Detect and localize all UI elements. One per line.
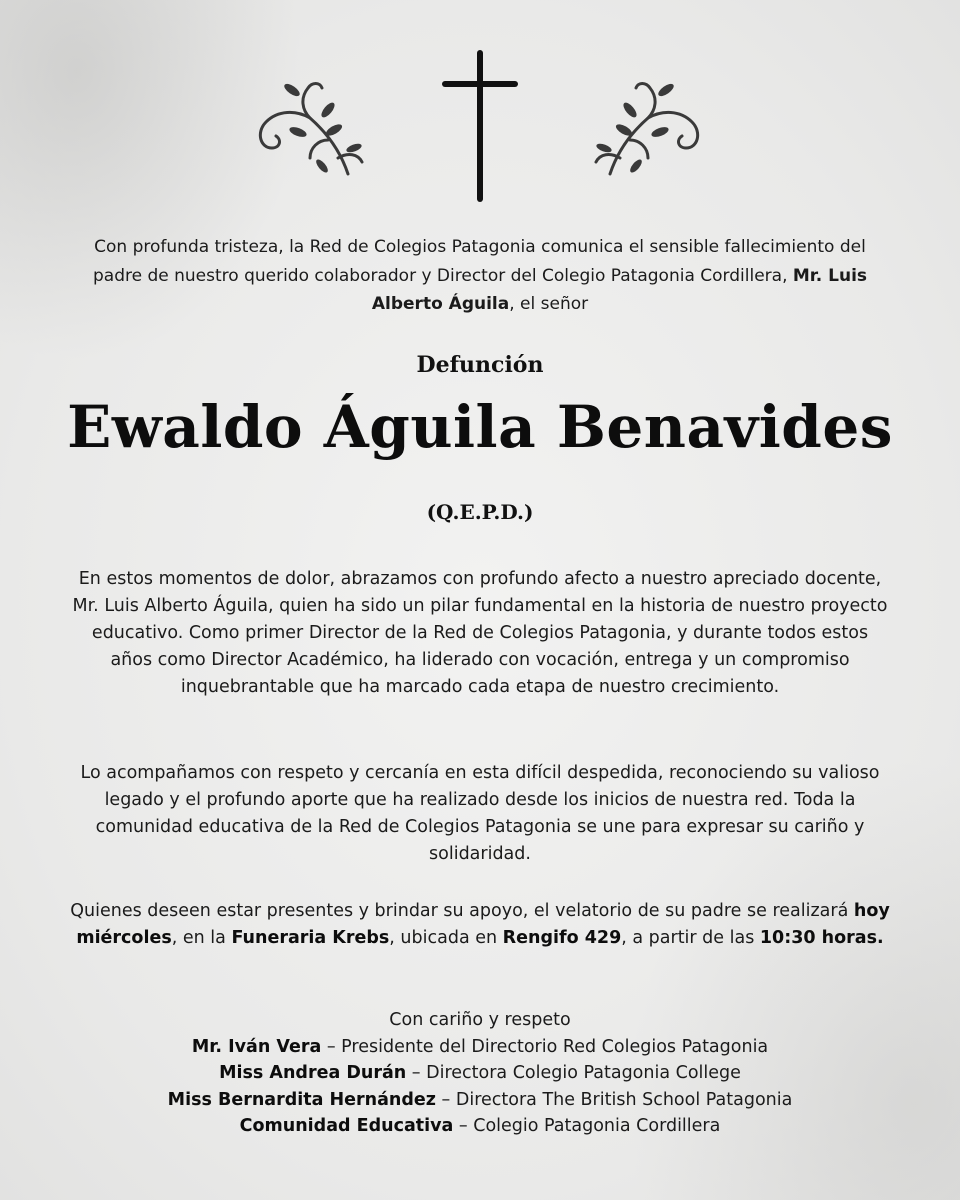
intro-text-before: Con profunda tristeza, la Red de Colegios Patagonia comunica el sensible fallecimiento del padre de nuestro querido colaborador y Director del Colegio Patagonia Cordillera,: [92, 237, 866, 286]
wake-day: hoy miércoles: [76, 901, 890, 948]
paragraph-tribute: En estos momentos de dolor, abrazamos con profundo afecto a nuestro apreciado docente, Mr. Luis Alberto Águila, quien ha sido un pilar fundamental en la historia de nuestro proyecto educativo. Como primer Director de la Red de Colegios Patagonia, y durante todos estos años como Director Académico, ha liderado con vocación, entrega y un compromiso inquebrantable que ha marcado cada etapa de nuestro crecimiento.: [72, 569, 888, 697]
qepd-label: (Q.E.P.D.): [426, 500, 534, 524]
floral-flourish-icon: [590, 70, 710, 182]
wake-text-2: , en la: [171, 928, 232, 948]
signatory-role: – Colegio Patagonia Cordillera: [453, 1116, 721, 1136]
ornament-row: [0, 48, 960, 208]
signatory-name: Comunidad Educativa: [239, 1116, 454, 1136]
wake-time: 10:30 horas.: [759, 928, 884, 948]
deceased-name: Ewaldo Águila Benavides: [67, 393, 893, 461]
signatory-name: Miss Andrea Durán: [219, 1063, 407, 1083]
signatory-role: – Presidente del Directorio Red Colegios Patagonia: [321, 1036, 769, 1057]
paragraph-wake-details: [70, 898, 890, 952]
intro-text-after: , el señor: [509, 294, 589, 314]
wake-address: Rengifo 429: [502, 928, 622, 948]
cross-icon: [440, 48, 520, 204]
signatory-line: [70, 1060, 890, 1087]
signatory-line: [70, 1087, 890, 1114]
floral-flourish-icon: [248, 70, 368, 182]
closing-greeting: Con cariño y respeto: [389, 1010, 571, 1030]
wake-text-1: Quienes deseen estar presentes y brindar su apoyo, el velatorio de su padre se realizará: [70, 901, 854, 921]
notice-heading: Defunción: [416, 352, 544, 378]
closing-block: [70, 1007, 890, 1140]
signatory-line: [70, 1113, 890, 1140]
intro-paragraph: [80, 233, 880, 319]
signatory-line: [70, 1034, 890, 1061]
signatory-role: – Directora Colegio Patagonia College: [406, 1063, 741, 1083]
intro-bold-name: Mr. Luis Alberto Águila: [371, 265, 868, 314]
signatory-name: Mr. Iván Vera: [191, 1036, 322, 1057]
wake-place: Funeraria Krebs: [231, 928, 390, 948]
wake-text-4: , a partir de las: [621, 928, 760, 948]
signatory-role: – Directora The British School Patagonia: [435, 1089, 793, 1110]
paragraph-condolence: Lo acompañamos con respeto y cercanía en esta difícil despedida, reconociendo su valioso legado y el profundo aporte que ha realizado desde los inicios de nuestra red. Toda la comunidad educativa de la Red de Colegios Patagonia se une para expresar su cariño y solidaridad.: [80, 763, 880, 864]
signatory-name: Miss Bernardita Hernández: [167, 1089, 436, 1110]
wake-text-3: , ubicada en: [389, 928, 503, 948]
